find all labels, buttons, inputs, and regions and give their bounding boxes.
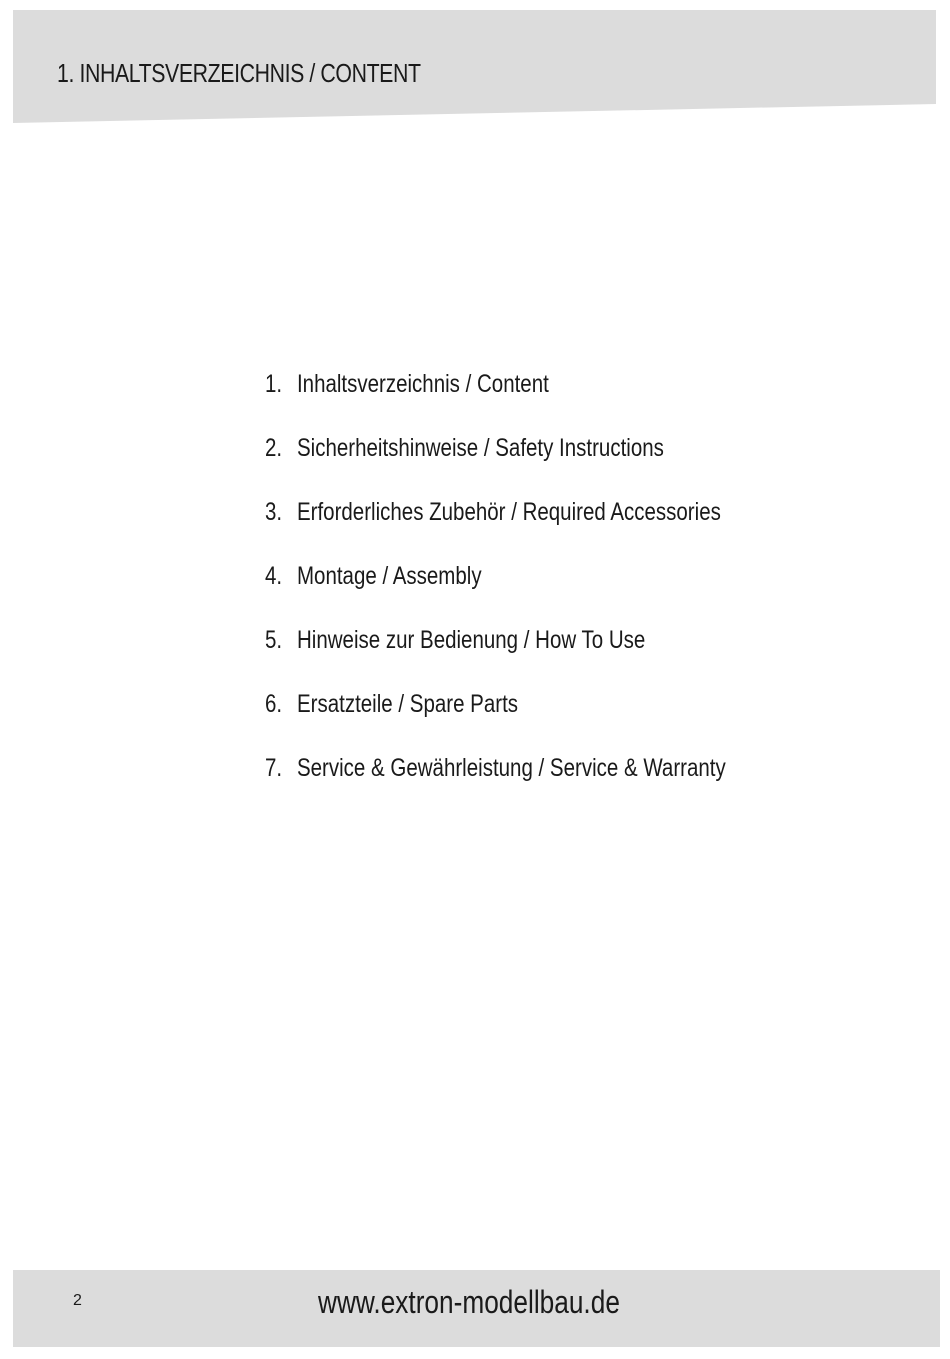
footer-band (13, 1270, 940, 1347)
toc-item-4 (265, 562, 726, 626)
toc-item-label: Service & Gewährleistung / Service & Warranty (296, 754, 726, 782)
toc-item-3 (265, 498, 726, 562)
toc-item-number: 6. (265, 690, 283, 718)
toc-item-label: Ersatzteile / Spare Parts (296, 690, 519, 718)
toc-item-label: Montage / Assembly (296, 562, 482, 590)
toc-item-number: 7. (265, 754, 283, 782)
toc-item-number: 4. (265, 562, 283, 590)
toc-item-label: Sicherheitshinweise / Safety Instructions (296, 434, 664, 462)
header-band (13, 10, 936, 123)
toc-item-number: 3. (265, 498, 283, 526)
toc-item-label: Erforderliches Zubehör / Required Accessories (296, 498, 721, 526)
table-of-contents (265, 370, 827, 818)
toc-item-6 (265, 690, 726, 754)
toc-item-label: Hinweise zur Bedienung / How To Use (296, 626, 646, 654)
toc-item-1 (265, 370, 726, 434)
toc-item-number: 5. (265, 626, 283, 654)
toc-item-number: 1. (265, 370, 283, 398)
toc-item-number: 2. (265, 434, 283, 462)
toc-item-label: Inhaltsverzeichnis / Content (296, 370, 549, 398)
website-url: www.extron-modellbau.de (318, 1284, 620, 1320)
toc-item-2 (265, 434, 726, 498)
page-title: 1. INHALTSVERZEICHNIS / CONTENT (57, 58, 421, 88)
toc-item-7 (265, 754, 726, 818)
toc-item-5 (265, 626, 726, 690)
page-number: 2 (73, 1292, 82, 1309)
